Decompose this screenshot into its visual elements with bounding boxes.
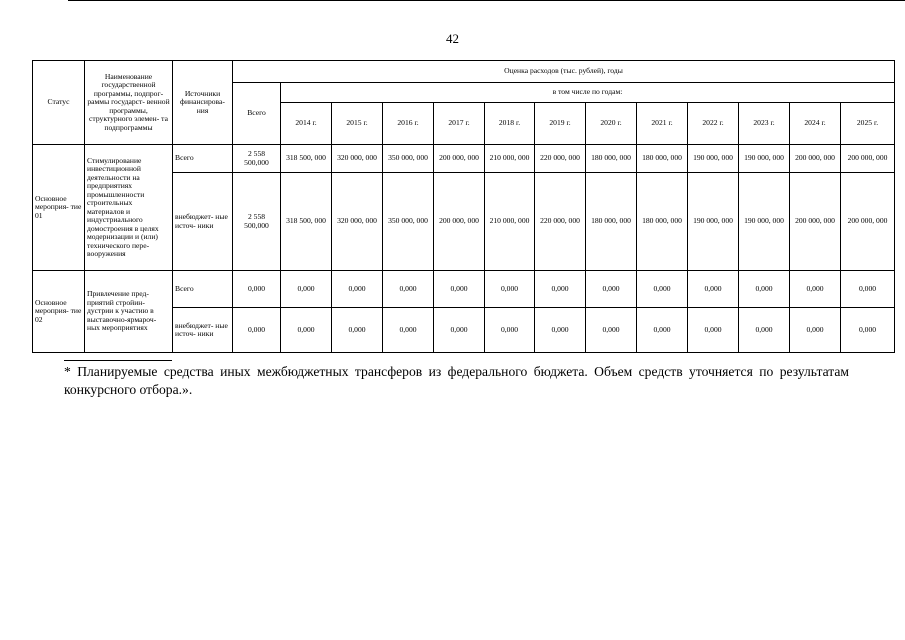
year-value-cell: 0,000 [535, 271, 586, 308]
header-year: 2025 г. [841, 103, 895, 145]
year-value-cell: 180 000, 000 [586, 173, 637, 271]
total-cell: 0,000 [233, 271, 281, 308]
year-value-cell: 180 000, 000 [637, 145, 688, 173]
year-value-cell: 190 000, 000 [688, 173, 739, 271]
year-value-cell: 350 000, 000 [383, 145, 434, 173]
header-year: 2021 г. [637, 103, 688, 145]
header-name: Наименование государственной программы, подпрог- раммы государст- венной программы, структурного элемен- та подпрограммы [85, 61, 173, 145]
header-year: 2022 г. [688, 103, 739, 145]
year-value-cell: 0,000 [332, 308, 383, 353]
year-value-cell: 0,000 [637, 308, 688, 353]
year-value-cell: 0,000 [383, 271, 434, 308]
year-value-cell: 200 000, 000 [434, 173, 485, 271]
year-value-cell: 0,000 [434, 271, 485, 308]
year-value-cell: 0,000 [383, 308, 434, 353]
year-value-cell: 200 000, 000 [841, 145, 895, 173]
year-value-cell: 0,000 [739, 308, 790, 353]
status-cell: Основное мероприя- тие 02 [33, 271, 85, 353]
year-value-cell: 320 000, 000 [332, 145, 383, 173]
header-status: Статус [33, 61, 85, 145]
year-value-cell: 0,000 [485, 308, 535, 353]
year-value-cell: 0,000 [841, 271, 895, 308]
year-value-cell: 190 000, 000 [739, 173, 790, 271]
header-year: 2023 г. [739, 103, 790, 145]
year-value-cell: 210 000, 000 [485, 173, 535, 271]
year-value-cell: 0,000 [739, 271, 790, 308]
header-total: Всего [233, 83, 281, 145]
year-value-cell: 220 000, 000 [535, 145, 586, 173]
year-value-cell: 318 500, 000 [281, 145, 332, 173]
name-cell: Стимулирование инвестиционной деятельности на предприятиях промышленности строительных материалов и индустриального домостроения в целях модернизации и (или) технического пере- вооружения [85, 145, 173, 271]
year-value-cell: 200 000, 000 [841, 173, 895, 271]
year-value-cell: 220 000, 000 [535, 173, 586, 271]
year-value-cell: 320 000, 000 [332, 173, 383, 271]
year-value-cell: 0,000 [535, 308, 586, 353]
header-year: 2015 г. [332, 103, 383, 145]
budget-table [32, 60, 895, 353]
name-cell: Привлечение пред- приятий стройин- дустрии к участию в выставочно-ярмароч- ных мероприятиях [85, 271, 173, 353]
year-value-cell: 200 000, 000 [434, 145, 485, 173]
year-value-cell: 190 000, 000 [739, 145, 790, 173]
header-estimate: Оценка расходов (тыс. рублей), годы [233, 61, 895, 83]
year-value-cell: 200 000, 000 [790, 173, 841, 271]
year-value-cell: 180 000, 000 [586, 145, 637, 173]
year-value-cell: 0,000 [485, 271, 535, 308]
year-value-cell: 0,000 [790, 271, 841, 308]
year-value-cell: 0,000 [586, 271, 637, 308]
page-number: 42 [446, 31, 459, 46]
year-value-cell: 210 000, 000 [485, 145, 535, 173]
source-cell: внебюджет- ные источ- ники [173, 308, 233, 353]
status-cell: Основное мероприя- тие 01 [33, 145, 85, 271]
year-value-cell: 190 000, 000 [688, 145, 739, 173]
footnote-divider [64, 360, 172, 361]
header-by-years: в том числе по годам: [281, 83, 895, 103]
header-year: 2014 г. [281, 103, 332, 145]
header-year: 2024 г. [790, 103, 841, 145]
year-value-cell: 0,000 [586, 308, 637, 353]
header-year: 2016 г. [383, 103, 434, 145]
top-border-line [68, 0, 905, 1]
source-cell: Всего [173, 271, 233, 308]
year-value-cell: 0,000 [281, 308, 332, 353]
year-value-cell: 0,000 [637, 271, 688, 308]
year-value-cell: 318 500, 000 [281, 173, 332, 271]
year-value-cell: 0,000 [281, 271, 332, 308]
header-year: 2017 г. [434, 103, 485, 145]
year-value-cell: 0,000 [790, 308, 841, 353]
header-source: Источники финансирова- ния [173, 61, 233, 145]
header-year: 2020 г. [586, 103, 637, 145]
source-cell: внебюджет- ные источ- ники [173, 173, 233, 271]
table-row [33, 271, 895, 308]
footnote-text: * Планируемые средства иных межбюджетных трансферов из федерального бюджета. Объем средств уточняется по результатам конкурсного отбора.». [64, 364, 849, 397]
header-year: 2019 г. [535, 103, 586, 145]
year-value-cell: 0,000 [688, 271, 739, 308]
header-year: 2018 г. [485, 103, 535, 145]
year-value-cell: 180 000, 000 [637, 173, 688, 271]
year-value-cell: 0,000 [434, 308, 485, 353]
year-value-cell: 0,000 [688, 308, 739, 353]
table-row [33, 145, 895, 173]
year-value-cell: 350 000, 000 [383, 173, 434, 271]
total-cell: 2 558 500,000 [233, 145, 281, 173]
year-value-cell: 0,000 [332, 271, 383, 308]
total-cell: 0,000 [233, 308, 281, 353]
year-value-cell: 0,000 [841, 308, 895, 353]
source-cell: Всего [173, 145, 233, 173]
year-value-cell: 200 000, 000 [790, 145, 841, 173]
total-cell: 2 558 500,000 [233, 173, 281, 271]
